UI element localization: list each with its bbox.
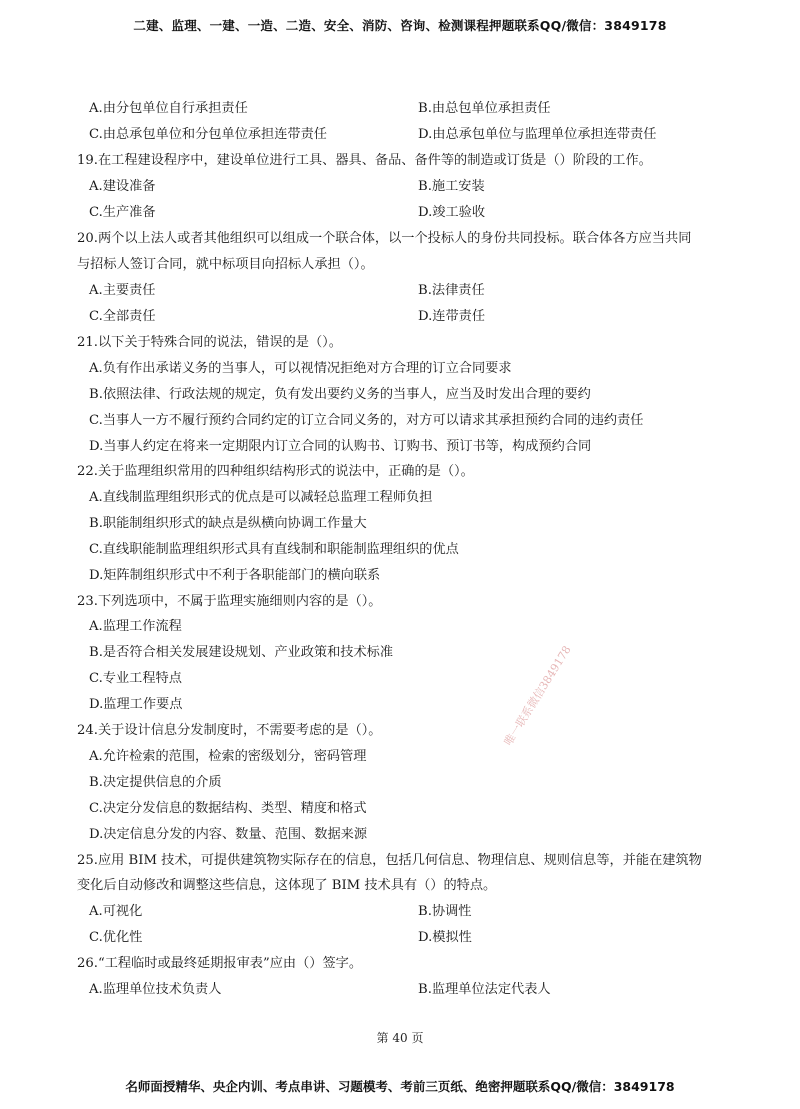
q25-option-b: B.协调性 xyxy=(418,904,472,919)
q22-option-d: D.矩阵制组织形式中不利于各职能部门的横向联系 xyxy=(89,568,381,583)
q25-text-line2: 变化后自动修改和调整这些信息，这体现了 BIM 技术具有（）的特点。 xyxy=(77,878,497,893)
q26-option-b: B.监理单位法定代表人 xyxy=(418,982,551,997)
watermark: 唯一联系微信3849178 xyxy=(501,643,574,748)
q21-option-d: D.当事人约定在将来一定期限内订立合同的认购书、订购书、预订书等，构成预约合同 xyxy=(89,439,592,454)
q25-option-a: A.可视化 xyxy=(89,904,143,919)
page-header: 二建、监理、一建、一造、二造、安全、消防、咨询、检测课程押题联系QQ/微信：3849178 xyxy=(133,18,667,33)
q19-text: 19.在工程建设程序中，建设单位进行工具、器具、备品、备件等的制造或订货是（）阶段的工作。 xyxy=(77,153,652,168)
q18-option-b: B.由总包单位承担责任 xyxy=(418,101,551,116)
q23-option-c: C.专业工程特点 xyxy=(89,671,182,686)
q25-option-d: D.模拟性 xyxy=(418,930,472,945)
q19-option-d: D.竣工验收 xyxy=(418,205,486,220)
q24-option-b: B.决定提供信息的介质 xyxy=(89,775,222,790)
q22-text: 22.关于监理组织常用的四种组织结构形式的说法中，正确的是（）。 xyxy=(77,464,474,479)
q22-option-b: B.职能制组织形式的缺点是纵横向协调工作量大 xyxy=(89,516,367,531)
q23-text: 23.下列选项中，不属于监理实施细则内容的是（）。 xyxy=(77,594,382,609)
page-footer: 名师面授精华、央企内训、考点串讲、习题模考、考前三页纸、绝密押题联系QQ/微信：3849178 xyxy=(125,1079,675,1094)
q21-text: 21.以下关于特殊合同的说法，错误的是（）。 xyxy=(77,335,342,350)
q19-option-c: C.生产准备 xyxy=(89,205,156,220)
q25-text-line1: 25.应用 BIM 技术，可提供建筑物实际存在的信息，包括几何信息、物理信息、规则信息等，并能在建筑物 xyxy=(77,853,702,868)
q19-option-a: A.建设准备 xyxy=(89,179,156,194)
q20-text-line2: 与招标人签订合同，就中标项目向招标人承担（）。 xyxy=(77,257,374,272)
q18-option-d: D.由总承包单位与监理单位承担连带责任 xyxy=(418,127,657,142)
q26-option-a: A.监理单位技术负责人 xyxy=(89,982,222,997)
q18-option-c: C.由总承包单位和分包单位承担连带责任 xyxy=(89,127,327,142)
q22-option-a: A.直线制监理组织形式的优点是可以减轻总监理工程师负担 xyxy=(89,490,433,505)
q20-option-d: D.连带责任 xyxy=(418,309,486,324)
q26-text: 26.“工程临时或最终延期报审表”应由（）签字。 xyxy=(77,956,363,971)
q20-option-c: C.全部责任 xyxy=(89,309,156,324)
q23-option-a: A.监理工作流程 xyxy=(89,619,182,634)
q22-option-c: C.直线职能制监理组织形式具有直线制和职能制监理组织的优点 xyxy=(89,542,459,557)
q21-option-b: B.依照法律、行政法规的规定，负有发出要约义务的当事人，应当及时发出合理的要约 xyxy=(89,387,591,402)
q20-option-a: A.主要责任 xyxy=(89,283,156,298)
q21-option-a: A.负有作出承诺义务的当事人，可以视情况拒绝对方合理的订立合同要求 xyxy=(89,361,512,376)
q25-option-c: C.优化性 xyxy=(89,930,143,945)
q20-text-line1: 20.两个以上法人或者其他组织可以组成一个联合体，以一个投标人的身份共同投标。联合体各方应当共同 xyxy=(77,231,692,246)
q24-option-d: D.决定信息分发的内容、数量、范围、数据来源 xyxy=(89,827,368,842)
q19-option-b: B.施工安装 xyxy=(418,179,485,194)
q18-option-a: A.由分包单位自行承担责任 xyxy=(89,101,248,116)
q24-option-a: A.允许检索的范围，检索的密级划分，密码管理 xyxy=(89,749,367,764)
q24-text: 24.关于设计信息分发制度时，不需要考虑的是（）。 xyxy=(77,723,382,738)
q23-option-d: D.监理工作要点 xyxy=(89,697,183,712)
q24-option-c: C.决定分发信息的数据结构、类型、精度和格式 xyxy=(89,801,367,816)
q20-option-b: B.法律责任 xyxy=(418,283,485,298)
q23-option-b: B.是否符合相关发展建设规划、产业政策和技术标准 xyxy=(89,645,394,660)
page-number: 第 40 页 xyxy=(376,1031,424,1045)
q21-option-c: C.当事人一方不履行预约合同约定的订立合同义务的，对方可以请求其承担预约合同的违约责任 xyxy=(89,413,644,428)
